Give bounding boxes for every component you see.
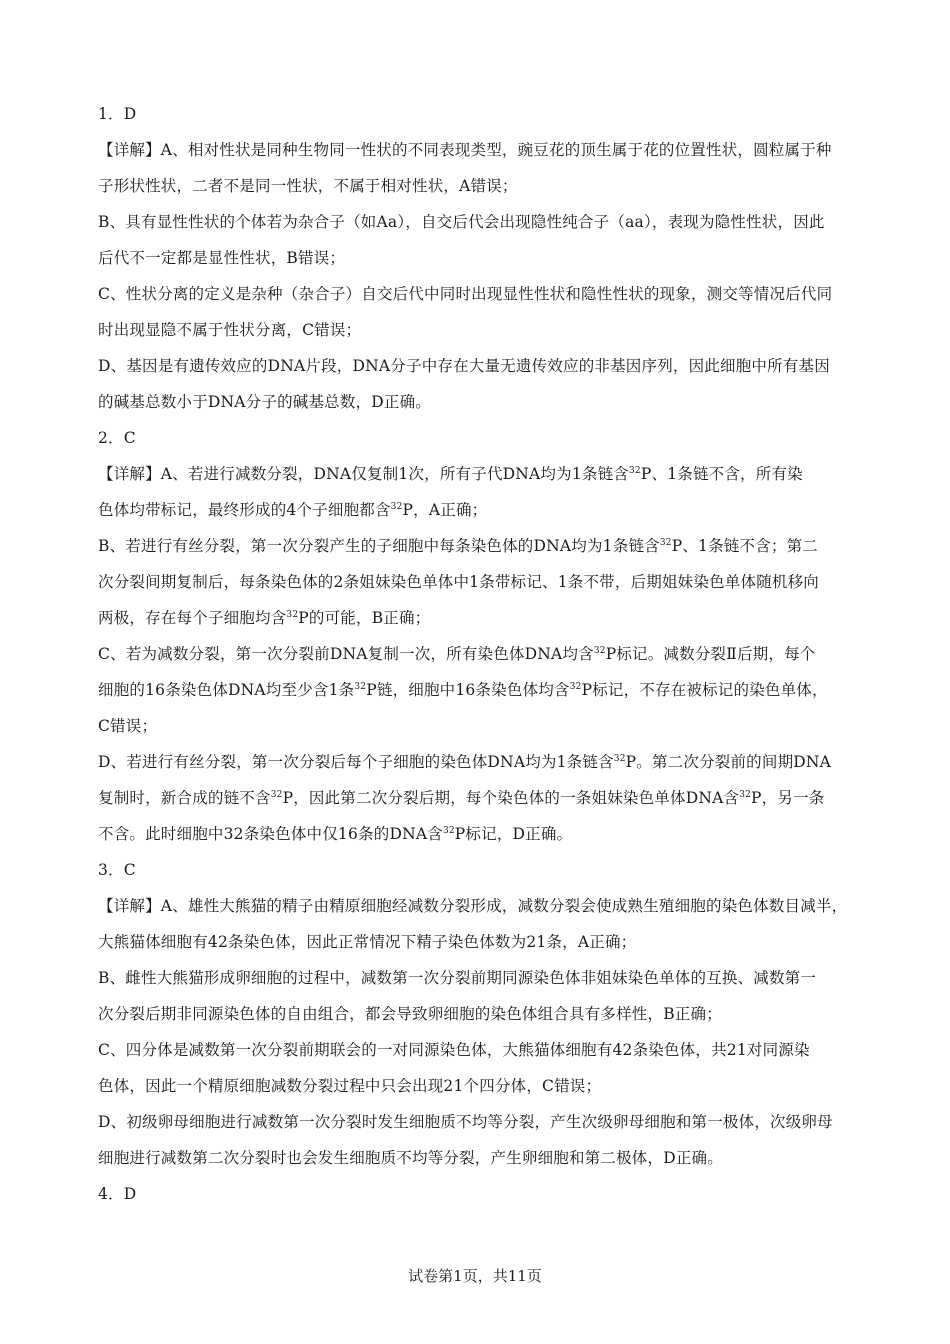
q1-line-3: B、具有显性性状的个体若为杂合子（如Aa），自交后代会出现隐性纯合子（aa），表现为隐性性状，因此 <box>98 213 825 231</box>
isotope-superscript: 32 <box>442 826 455 836</box>
isotope-superscript: 32 <box>739 790 752 800</box>
q3-line-2: 大熊猫体细胞有42条染色体，因此正常情况下精子染色体数为21条，A正确； <box>98 933 637 951</box>
q3-line-1: 【详解】A、雄性大熊猫的精子由精原细胞经减数分裂形成，减数分裂会使成熟生殖细胞的染色体数目减半， <box>98 897 848 915</box>
q1-line-1: 【详解】A、相对性状是同种生物同一性状的不同表现类型，豌豆花的顶生属于花的位置性状，圆粒属于种 <box>98 141 832 159</box>
isotope-superscript: 32 <box>613 754 626 764</box>
q2-line-7: 细胞的16条染色体DNA均至少含1条$^{32}$P链，细胞中16条染色体均含$^{32}$P标记，不存在被标记的染色单体， <box>98 681 828 699</box>
isotope-superscript: 32 <box>593 646 606 656</box>
isotope-superscript: 32 <box>286 610 299 620</box>
q1-line-2: 子形状性状，二者不是同一性状，不属于相对性状，A错误； <box>98 177 518 195</box>
q1-line-5: C、性状分离的定义是杂种（杂合子）自交后代中同时出现显性性状和隐性性状的现象，测交等情况后代同 <box>98 285 833 303</box>
q2-line-3: B、若进行有丝分裂，第一次分裂产生的子细胞中每条染色体的DNA均为1条链含$^{32}$P、1条链不含；第二 <box>98 537 818 555</box>
q2-line-10: 复制时，新合成的链不含$^{32}$P，因此第二次分裂后期，每个染色体的一条姐妹染色单体DNA含$^{32}$P，另一条 <box>98 789 825 807</box>
q2-line-11: 不含。此时细胞中32条染色体中仅16条的DNA含$^{32}$P标记，D正确。 <box>98 825 573 843</box>
isotope-superscript: 32 <box>354 682 367 692</box>
q2-line-9: D、若进行有丝分裂，第一次分裂后每个子细胞的染色体DNA均为1条链含$^{32}$P。第二次分裂前的间期DNA <box>98 753 832 771</box>
isotope-superscript: 32 <box>390 502 403 512</box>
q2-line-6: C、若为减数分裂，第一次分裂前DNA复制一次，所有染色体DNA均含$^{32}$P标记。减数分裂Ⅱ后期，每个 <box>98 645 816 663</box>
answer-sheet <box>98 96 858 1212</box>
q3-line-6: 色体，因此一个精原细胞减数分裂过程中只会出现21个四分体，C错误； <box>98 1077 602 1095</box>
q3-line-8: 细胞进行减数第二次分裂时也会发生细胞质不均等分裂，产生卵细胞和第二极体，D正确。 <box>98 1149 723 1167</box>
q1-line-6: 时出现显隐不属于性状分离，C错误； <box>98 321 362 339</box>
q3-line-3: B、雌性大熊猫形成卵细胞的过程中，减数第一次分裂前期同源染色体非姐妹染色单体的互换、减数第一 <box>98 969 817 987</box>
isotope-superscript: 32 <box>270 790 283 800</box>
isotope-superscript: 32 <box>569 682 582 692</box>
q2-line-1: 【详解】A、若进行减数分裂，DNA仅复制1次，所有子代DNA均为1条链含$^{32}$P、1条链不含，所有染 <box>98 465 803 483</box>
q3-line-7: D、初级卵母细胞进行减数第一次分裂时发生细胞质不均等分裂，产生次级卵母细胞和第一极体，次级卵母 <box>98 1113 833 1131</box>
answer-1: 1．D <box>98 105 137 123</box>
q2-line-2: 色体均带标记，最终形成的4个子细胞都含$^{32}$P，A正确； <box>98 501 488 519</box>
q3-line-5: C、四分体是减数第一次分裂前期联会的一对同源染色体，大熊猫体细胞有42条染色体，共21对同源染 <box>98 1041 810 1059</box>
answer-2: 2．C <box>98 429 136 447</box>
q2-line-5: 两极，存在每个子细胞均含$^{32}$P的可能，B正确； <box>98 609 431 627</box>
q1-line-4: 后代不一定都是显性性状，B错误； <box>98 249 346 267</box>
isotope-superscript: 32 <box>629 466 641 476</box>
q2-line-4: 次分裂间期复制后，每条染色体的2条姐妹染色单体中1条带标记、1条不带，后期姐妹染色单体随机移向 <box>98 573 819 591</box>
q1-line-8: 的碱基总数小于DNA分子的碱基总数，D正确。 <box>98 393 432 411</box>
q1-line-7: D、基因是有遗传效应的DNA片段，DNA分子中存在大量无遗传效应的非基因序列，因此细胞中所有基因 <box>98 357 830 375</box>
page-footer: 试卷第1页，共11页 <box>408 1267 542 1285</box>
isotope-superscript: 32 <box>659 538 672 548</box>
answer-3: 3．C <box>98 861 136 879</box>
q2-line-8: C错误； <box>98 717 158 735</box>
answer-4: 4．D <box>98 1185 137 1203</box>
q3-line-4: 次分裂后期非同源染色体的自由组合，都会导致卵细胞的染色体组合具有多样性，B正确； <box>98 1005 722 1023</box>
